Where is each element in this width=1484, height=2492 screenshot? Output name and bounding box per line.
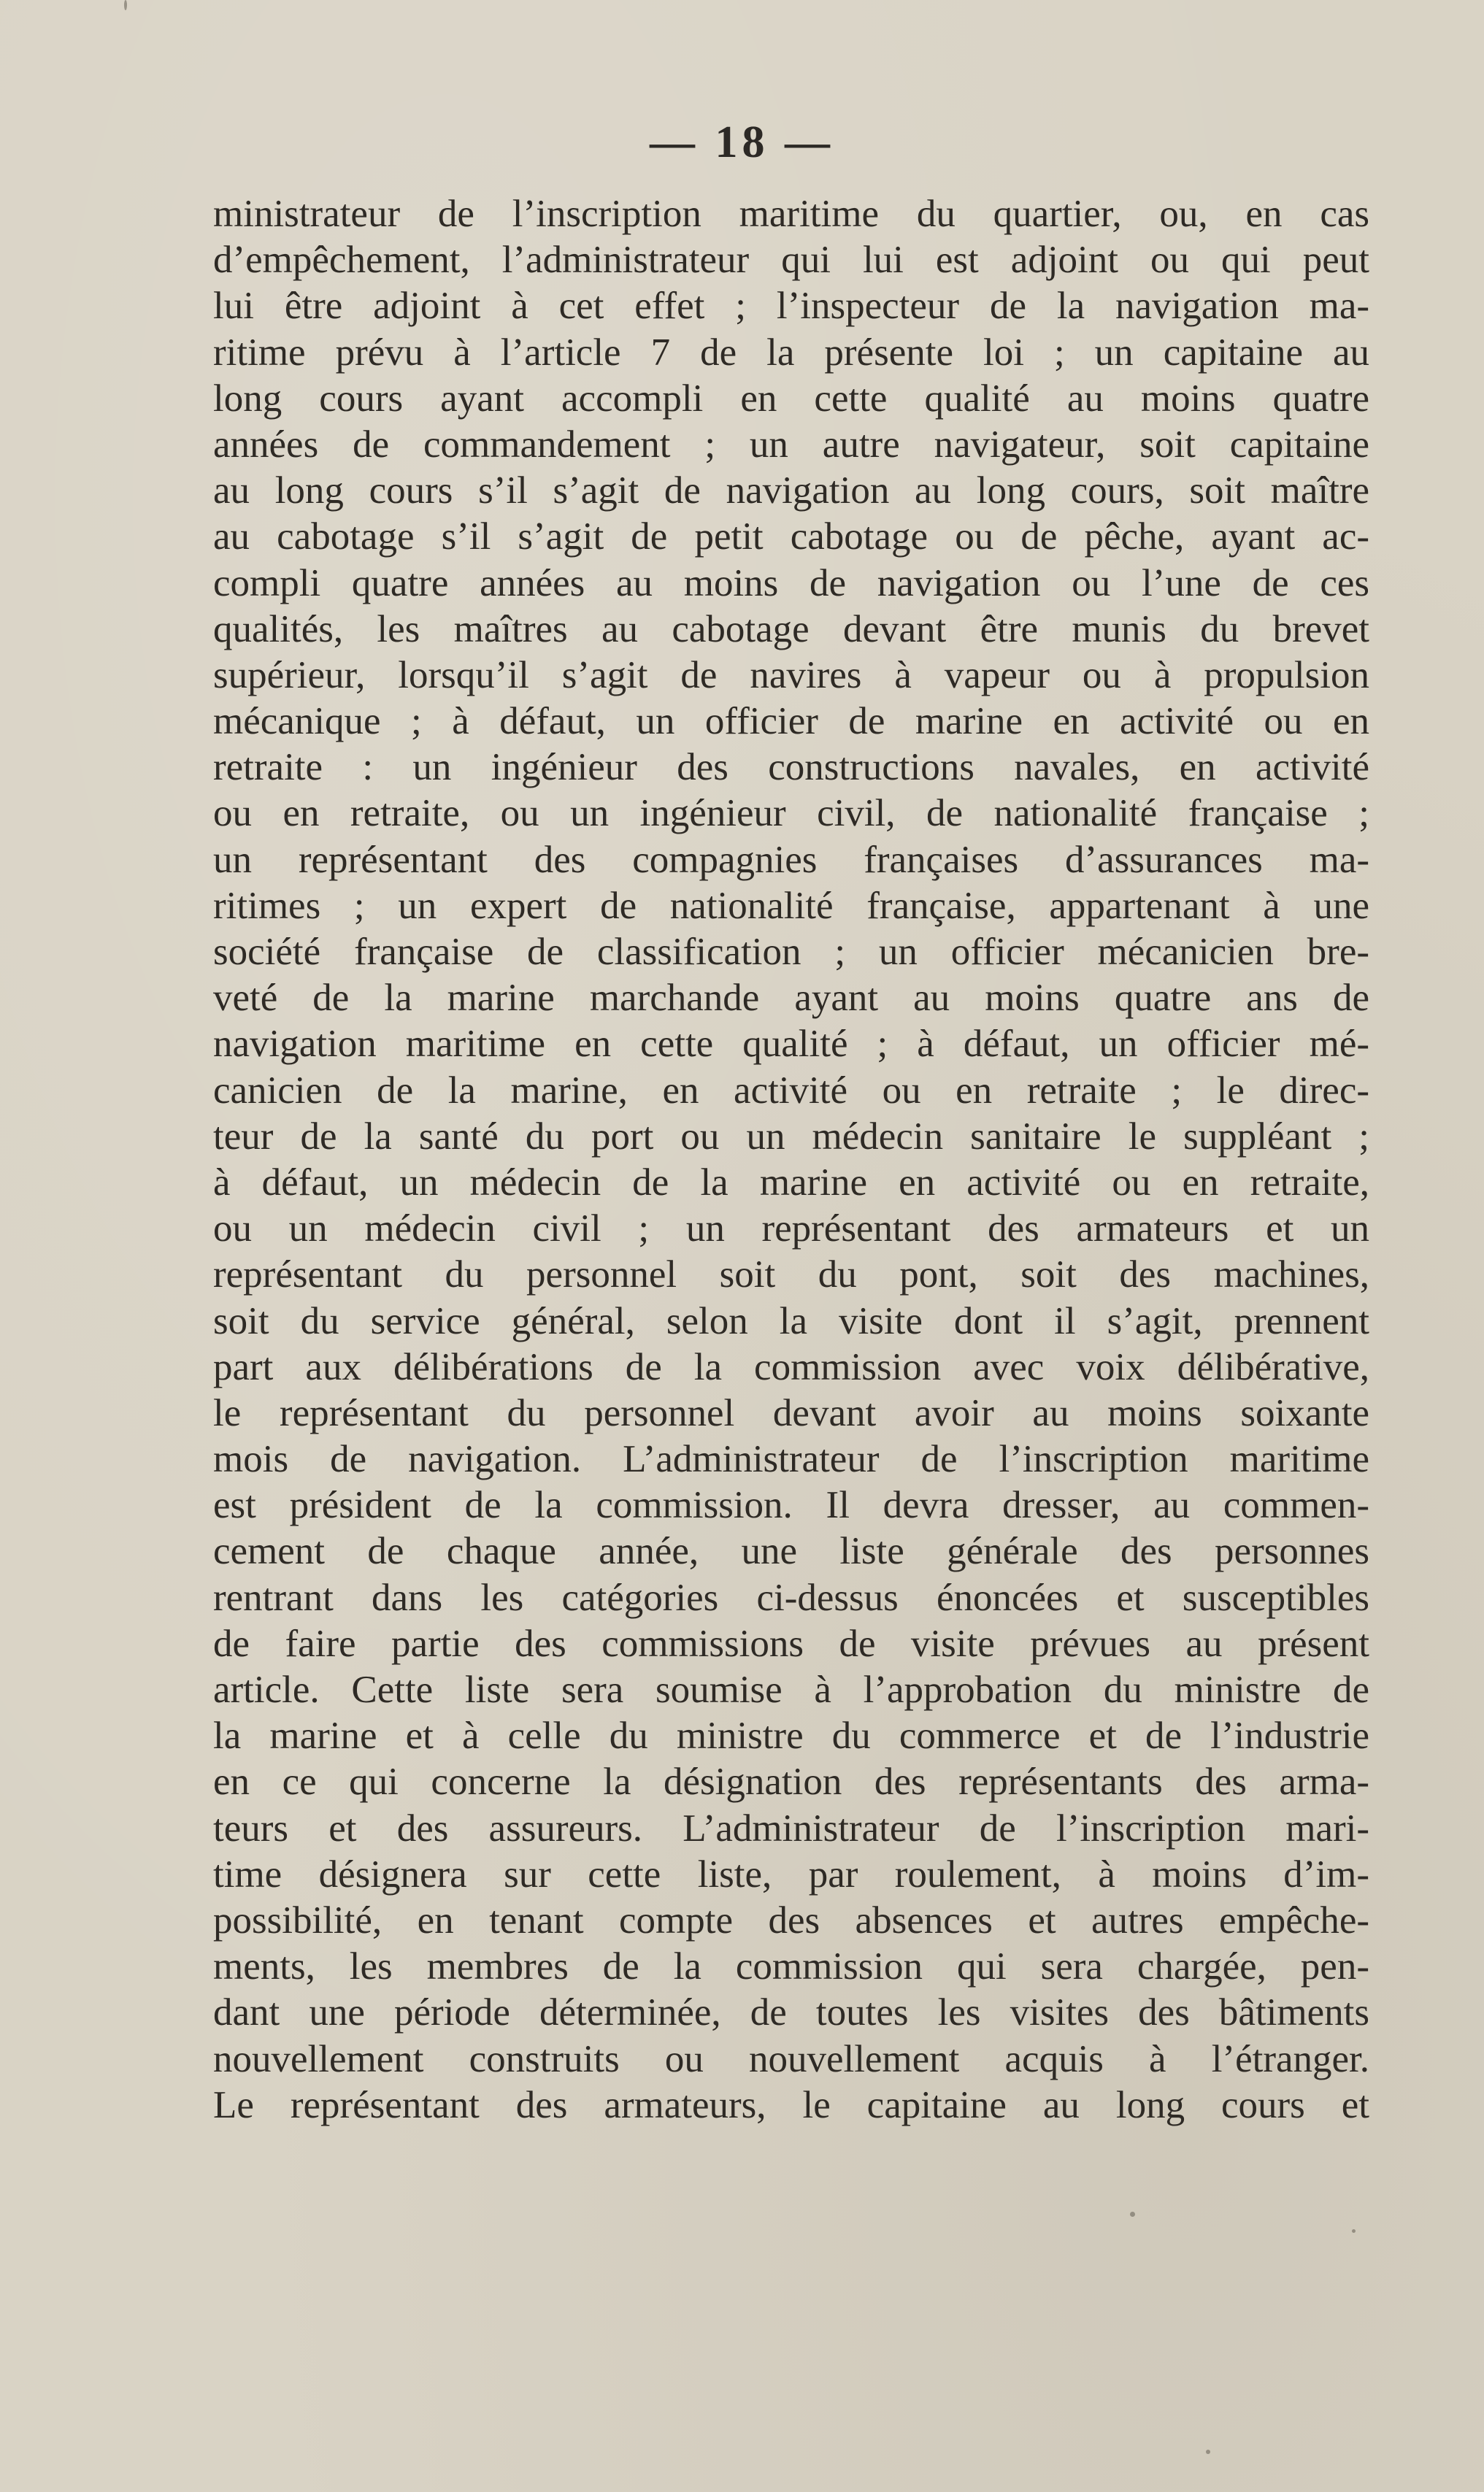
text-line: teur de la santé du port ou un médecin sanitaire le suppléant ; xyxy=(213,1115,1369,1158)
text-line: supérieur, lorsqu’il s’agit de navires à vapeur ou à propulsion xyxy=(213,653,1369,696)
text-line: années de commandement ; un autre navigateur, soit capitaine xyxy=(213,423,1369,466)
paper-speck xyxy=(124,0,127,10)
text-line: de faire partie des commissions de visite prévues au présent xyxy=(213,1622,1369,1665)
paper-speck xyxy=(1130,2212,1135,2217)
text-line: qualités, les maîtres au cabotage devant être munis du brevet xyxy=(213,607,1369,650)
text-line: le représentant du personnel devant avoir au moins soixante xyxy=(213,1391,1369,1434)
text-line: cement de chaque année, une liste générale des personnes xyxy=(213,1530,1369,1573)
text-line: au cabotage s’il s’agit de petit cabotage ou de pêche, ayant ac- xyxy=(213,515,1369,558)
text-line: ou en retraite, ou un ingénieur civil, de nationalité française ; xyxy=(213,792,1369,835)
text-line: ritimes ; un expert de nationalité française, appartenant à une xyxy=(213,884,1369,927)
text-line: rentrant dans les catégories ci-dessus énoncées et susceptibles xyxy=(213,1576,1369,1619)
text-line: la marine et à celle du ministre du commerce et de l’industrie xyxy=(213,1715,1369,1758)
paper-speck xyxy=(1352,2229,1356,2233)
text-line: ou un médecin civil ; un représentant des armateurs et un xyxy=(213,1207,1369,1250)
text-line: Le représentant des armateurs, le capitaine au long cours et xyxy=(213,2083,1369,2126)
text-line: navigation maritime en cette qualité ; à défaut, un officier mé- xyxy=(213,1023,1369,1066)
text-line: dant une période déterminée, de toutes les visites des bâtiments xyxy=(213,1991,1369,2034)
text-line: possibilité, en tenant compte des absences et autres empêche- xyxy=(213,1899,1369,1942)
text-line: d’empêchement, l’administrateur qui lui est adjoint ou qui peut xyxy=(213,239,1369,282)
body-text xyxy=(213,191,1369,2128)
text-line: est président de la commission. Il devra dresser, au commen- xyxy=(213,1484,1369,1527)
text-line: compli quatre années au moins de navigation ou l’une de ces xyxy=(213,561,1369,604)
text-line: en ce qui concerne la désignation des représentants des arma- xyxy=(213,1761,1369,1804)
text-line: mois de navigation. L’administrateur de l’inscription maritime xyxy=(213,1438,1369,1481)
text-line: représentant du personnel soit du pont, soit des machines, xyxy=(213,1253,1369,1296)
text-line: soit du service général, selon la visite dont il s’agit, prennent xyxy=(213,1299,1369,1342)
text-line: société française de classification ; un officier mécanicien bre- xyxy=(213,931,1369,973)
text-line: part aux délibérations de la commission avec voix délibérative, xyxy=(213,1345,1369,1388)
page-number: — 18 — xyxy=(650,118,834,167)
text-line: nouvellement construits ou nouvellement acquis à l’étranger. xyxy=(213,2037,1369,2080)
text-line: à défaut, un médecin de la marine en activité ou en retraite, xyxy=(213,1161,1369,1204)
text-line: teurs et des assureurs. L’administrateur de l’inscription mari- xyxy=(213,1807,1369,1850)
text-line: mécanique ; à défaut, un officier de marine en activité ou en xyxy=(213,700,1369,743)
text-line: time désignera sur cette liste, par roulement, à moins d’im- xyxy=(213,1853,1369,1896)
text-line: ments, les membres de la commission qui sera chargée, pen- xyxy=(213,1945,1369,1988)
text-line: veté de la marine marchande ayant au moins quatre ans de xyxy=(213,977,1369,1020)
text-line: ministrateur de l’inscription maritime du quartier, ou, en cas xyxy=(213,193,1369,235)
text-line: un représentant des compagnies françaises d’assurances ma- xyxy=(213,838,1369,881)
text-line: canicien de la marine, en activité ou en retraite ; le direc- xyxy=(213,1069,1369,1112)
text-line: ritime prévu à l’article 7 de la présente loi ; un capitaine au xyxy=(213,331,1369,374)
text-line: retraite : un ingénieur des constructions navales, en activité xyxy=(213,746,1369,789)
paper-speck xyxy=(1206,2450,1210,2454)
text-line: long cours ayant accompli en cette qualité au moins quatre xyxy=(213,377,1369,420)
text-line: lui être adjoint à cet effet ; l’inspecteur de la navigation ma- xyxy=(213,285,1369,328)
text-line: au long cours s’il s’agit de navigation au long cours, soit maître xyxy=(213,469,1369,512)
text-line: article. Cette liste sera soumise à l’approbation du ministre de xyxy=(213,1669,1369,1711)
